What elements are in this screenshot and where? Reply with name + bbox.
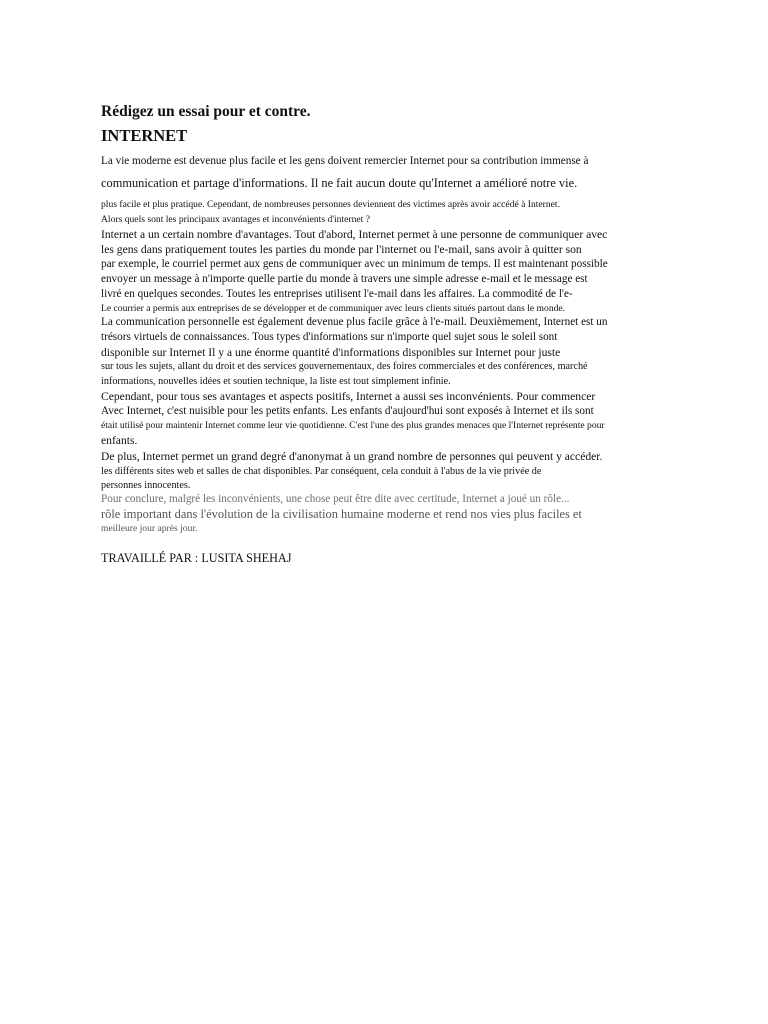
text-line: communication et partage d'informations. Il ne fait aucun doute qu'Internet a amélioré notre vie.: [101, 176, 578, 190]
text-line: Internet a un certain nombre d'avantages. Tout d'abord, Internet permet à une personne de communiquer avec: [101, 228, 608, 241]
text-line: Pour conclure, malgré les inconvénients, une chose peut être dite avec certitude, Internet a joué un rôle...: [101, 493, 570, 505]
text-line: sur tous les sujets, allant du droit et des services gouvernementaux, des foires commerciales et des conférences, marché: [101, 361, 588, 372]
essay-page: [101, 98, 681, 566]
text-line: trésors virtuels de connaissances. Tous types d'informations sur n'importe quel sujet sous le soleil sont: [101, 331, 558, 343]
text-line: plus facile et plus pratique. Cependant, de nombreuses personnes deviennent des victimes après avoir accédé à Internet.: [101, 199, 561, 210]
text-line: informations, nouvelles idées et soutien technique, la liste est tout simplement infinie.: [101, 376, 451, 387]
text-line: De plus, Internet permet un grand degré d'anonymat à un grand nombre de personnes qui peuvent y accéder.: [101, 450, 603, 463]
text-line: disponible sur Internet Il y a une énorme quantité d'informations disponibles sur Internet pour juste: [101, 346, 561, 359]
text-line: par exemple, le courriel permet aux gens de communiquer avec un minimum de temps. Il est maintenant possible: [101, 258, 608, 270]
text-line: Cependant, pour tous ses avantages et aspects positifs, Internet a aussi ses inconvénients. Pour commencer: [101, 390, 596, 403]
text-line: envoyer un message à n'importe quelle partie du monde à travers une simple adresse e-mail et le message est: [101, 273, 588, 285]
text-line: Avec Internet, c'est nuisible pour les petits enfants. Les enfants d'aujourd'hui sont exposés à Internet et ils sont: [101, 405, 594, 417]
text-line: les différents sites web et salles de chat disponibles. Par conséquent, cela conduit à l'abus de la vie privée de: [101, 466, 542, 477]
essay-heading: INTERNET: [101, 126, 188, 145]
text-line: les gens dans pratiquement toutes les parties du monde par l'internet ou l'e-mail, sans avoir à quitter son: [101, 243, 582, 256]
text-line: Le courrier a permis aux entreprises de se développer et de communiquer avec leurs clients situés partout dans le monde.: [101, 303, 566, 314]
text-line: rôle important dans l'évolution de la civilisation humaine moderne et rend nos vies plus faciles et: [101, 507, 582, 521]
text-line: enfants.: [101, 434, 138, 447]
text-line: Alors quels sont les principaux avantages et inconvénients d'internet ?: [101, 214, 370, 225]
text-line: La vie moderne est devenue plus facile et les gens doivent remercier Internet pour sa contribution immense à: [101, 155, 589, 167]
text-line: meilleure jour après jour.: [101, 523, 198, 534]
text-line: La communication personnelle est également devenue plus facile grâce à l'e-mail. Deuxièmement, Internet est un: [101, 316, 608, 328]
author-signature: TRAVAILLÉ PAR : LUSITA SHEHAJ: [101, 551, 292, 565]
text-line: était utilisé pour maintenir Internet comme leur vie quotidienne. C'est l'une des plus grandes menaces que l'Internet représente pour: [101, 420, 605, 431]
essay-title: Rédigez un essai pour et contre.: [101, 103, 311, 120]
text-line: personnes innocentes.: [101, 480, 191, 491]
text-line: livré en quelques secondes. Toutes les entreprises utilisent l'e-mail dans les affaires. La commodité de l'e-: [101, 288, 573, 300]
